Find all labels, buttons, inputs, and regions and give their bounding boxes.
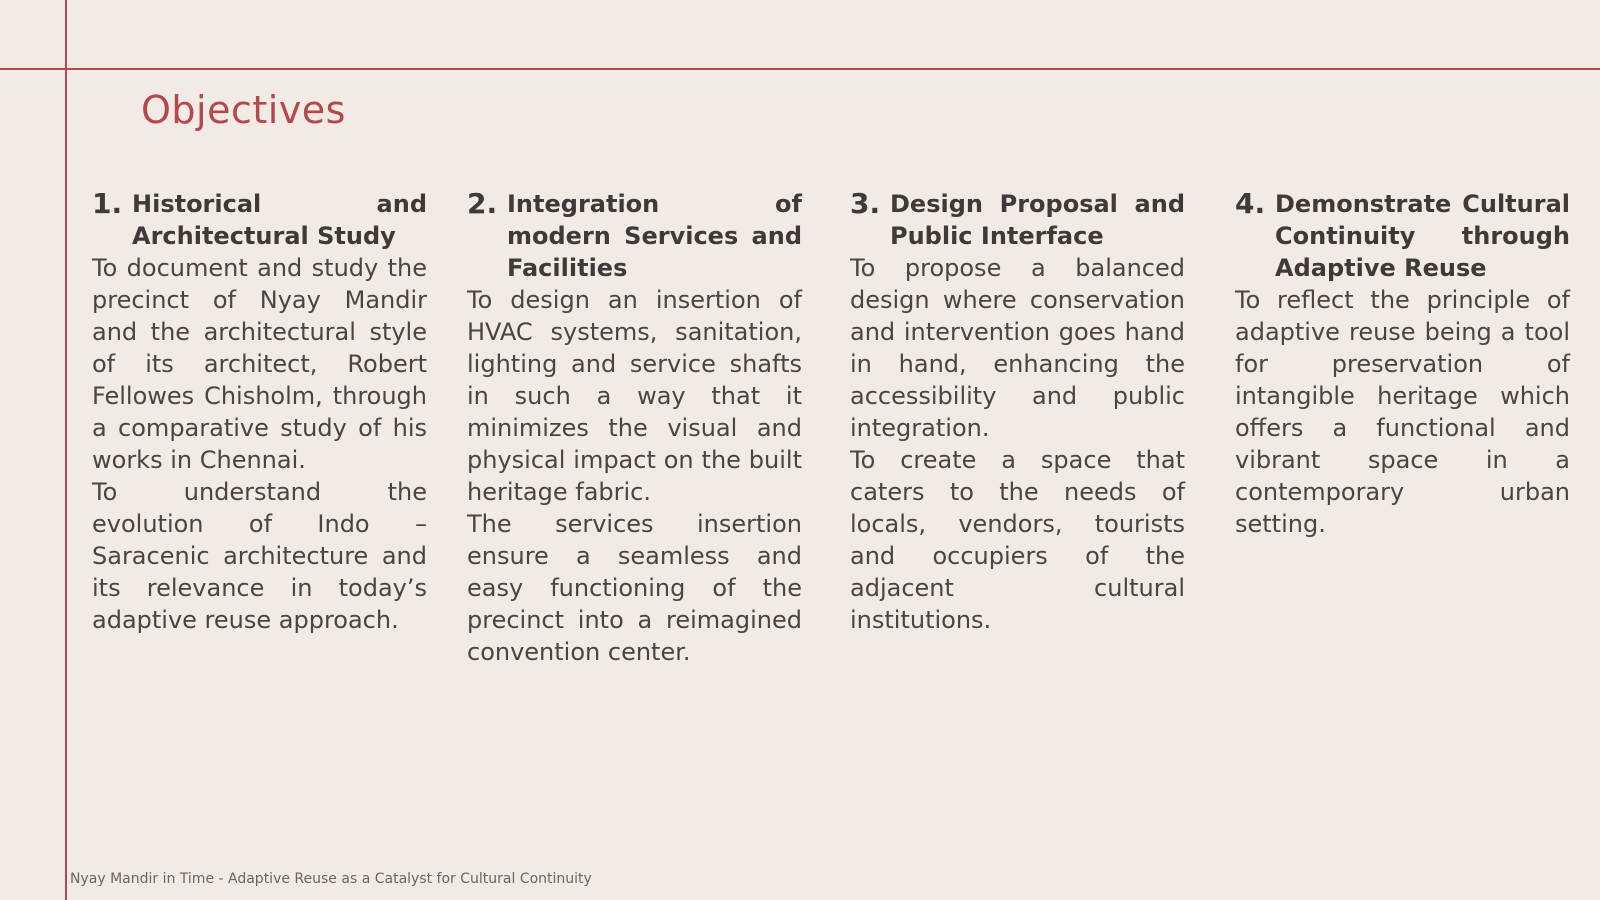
objective-heading bbox=[467, 188, 802, 284]
objective-paragraph: The services insertion ensure a seamless and easy functioning of the precinct into a reimagined convention center. bbox=[467, 510, 802, 666]
objective-title: Historical and Architectural Study bbox=[132, 190, 427, 250]
objective-column-3 bbox=[850, 188, 1185, 636]
objectives-columns bbox=[0, 188, 1600, 708]
objective-title: Design Proposal and Public Interface bbox=[890, 190, 1185, 250]
objective-paragraph: To propose a balanced design where conservation and intervention goes hand in hand, enhancing the accessibility and public integration. bbox=[850, 254, 1185, 442]
objective-column-4 bbox=[1235, 188, 1570, 540]
objective-column-1 bbox=[92, 188, 427, 636]
footer-caption: Nyay Mandir in Time - Adaptive Reuse as a Catalyst for Cultural Continuity bbox=[70, 871, 592, 887]
objective-number: 3. bbox=[850, 187, 881, 220]
objective-column-2 bbox=[467, 188, 802, 668]
objective-number: 2. bbox=[467, 187, 498, 220]
objective-paragraph: To document and study the precinct of Nyay Mandir and the architectural style of its architect, Robert Fellowes Chisholm, through a comparative study of his works in Chennai. bbox=[92, 254, 427, 474]
objective-number: 1. bbox=[92, 187, 123, 220]
objective-heading bbox=[1235, 188, 1570, 284]
objective-paragraph: To understand the evolution of Indo – Saracenic architecture and its relevance in today’s adaptive reuse approach. bbox=[92, 478, 427, 634]
objective-title: Demonstrate Cultural Continuity through Adaptive Reuse bbox=[1275, 190, 1570, 282]
top-divider-line bbox=[0, 68, 1600, 70]
objective-paragraph: To create a space that caters to the needs of locals, vendors, tourists and occupiers of the adjacent cultural institutions. bbox=[850, 446, 1185, 634]
objective-number: 4. bbox=[1235, 187, 1266, 220]
objective-heading bbox=[850, 188, 1185, 252]
page-title: Objectives bbox=[141, 88, 346, 132]
objective-heading bbox=[92, 188, 427, 252]
objective-paragraph: To design an insertion of HVAC systems, sanitation, lighting and service shafts in such a way that it minimizes the visual and physical impact on the built heritage fabric. bbox=[467, 286, 802, 506]
objective-title: Integration of modern Services and Facilities bbox=[507, 190, 802, 282]
objective-paragraph: To reflect the principle of adaptive reuse being a tool for preservation of intangible heritage which offers a functional and vibrant space in a contemporary urban setting. bbox=[1235, 286, 1570, 538]
